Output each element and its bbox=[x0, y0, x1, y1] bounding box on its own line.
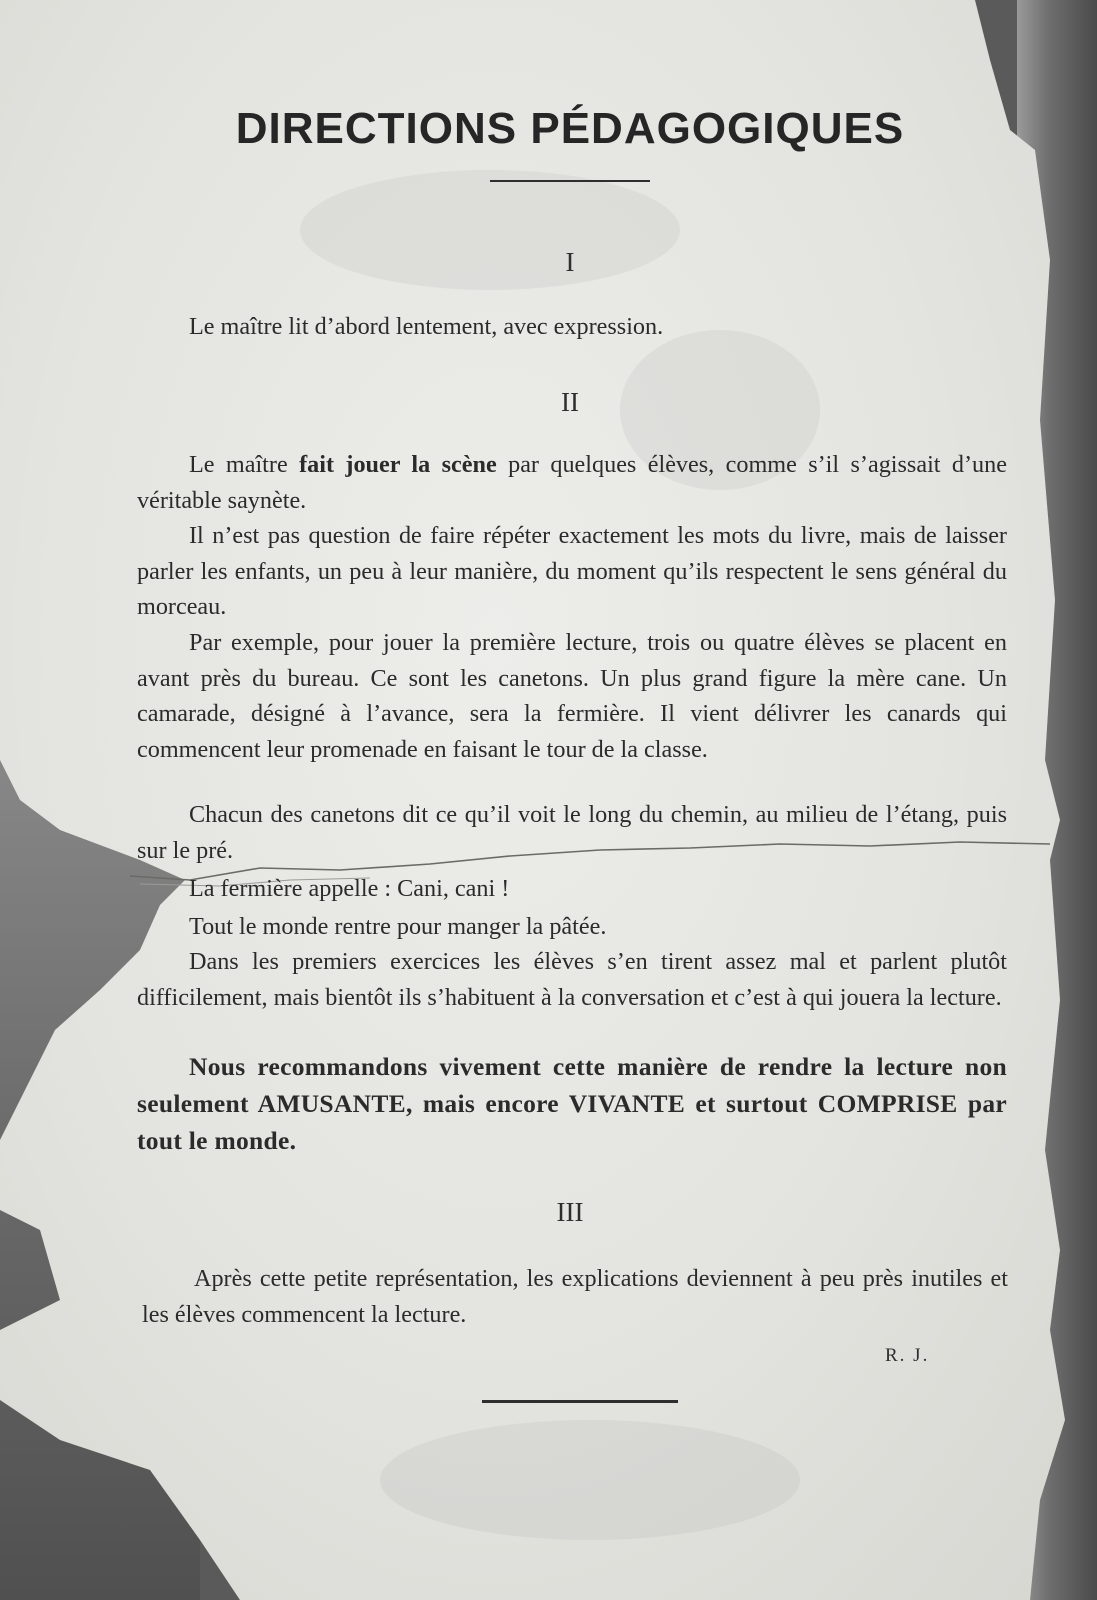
bold-phrase: fait jouer la scène bbox=[299, 451, 497, 478]
section-2-paragraph-1 bbox=[137, 447, 1007, 518]
closing-divider bbox=[482, 1400, 678, 1403]
section-3-paragraph: Après cette petite représentation, les explications deviennent à peu près inutiles et les élèves commencent la lecture. bbox=[142, 1265, 1008, 1328]
section-2-paragraph-6: Tout le monde rentre pour manger la pâtée. bbox=[189, 913, 607, 940]
section-2-paragraph-4: Chacun des canetons dit ce qu’il voit le long du chemin, au milieu de l’étang, puis sur le pré. bbox=[137, 801, 1007, 864]
section-2-paragraph-7: Dans les premiers exercices les élèves s’en tirent assez mal et parlent plutôt difficilement, mais bientôt ils s’habituent à la conversation et c’est à qui jouera la lecture. bbox=[137, 948, 1007, 1011]
paragraph-text: par quelques élèves, comme s’il s’agissait d’une véritable saynète. bbox=[137, 451, 1007, 514]
title-divider bbox=[490, 180, 650, 182]
section-2-paragraph-2: Il n’est pas question de faire répéter exactement les mots du livre, mais de laisser parler les enfants, un peu à leur manière, du moment qu’ils respectent le sens général du morceau. bbox=[137, 522, 1007, 621]
section-numeral-2: II bbox=[561, 387, 579, 417]
section-2-recommendation: Nous recommandons vivement cette manière de rendre la lecture non seulement AMUSANTE, mais encore VIVANTE et surtout COMPRISE par tout le monde. bbox=[137, 1052, 1007, 1155]
document-title: DIRECTIONS PÉDAGOGIQUES bbox=[235, 104, 905, 153]
paragraph-text: Le maître bbox=[189, 451, 300, 478]
section-1-paragraph: Le maître lit d’abord lentement, avec expression. bbox=[189, 313, 664, 340]
section-numeral-3: III bbox=[556, 1197, 584, 1227]
author-signature: R. J. bbox=[885, 1345, 930, 1366]
section-2-paragraph-5: La fermière appelle : Cani, cani ! bbox=[189, 875, 510, 902]
section-2-paragraph-3: Par exemple, pour jouer la première lecture, trois ou quatre élèves se placent en avant près du bureau. Ce sont les canetons. Un plus grand figure la mère cane. Un camarade, désigné à l’avance, sera la fermière. Il vient délivrer les canards qui commencent leur promenade en faisant le tour de la classe. bbox=[137, 629, 1007, 763]
section-numeral-1: I bbox=[565, 247, 575, 277]
